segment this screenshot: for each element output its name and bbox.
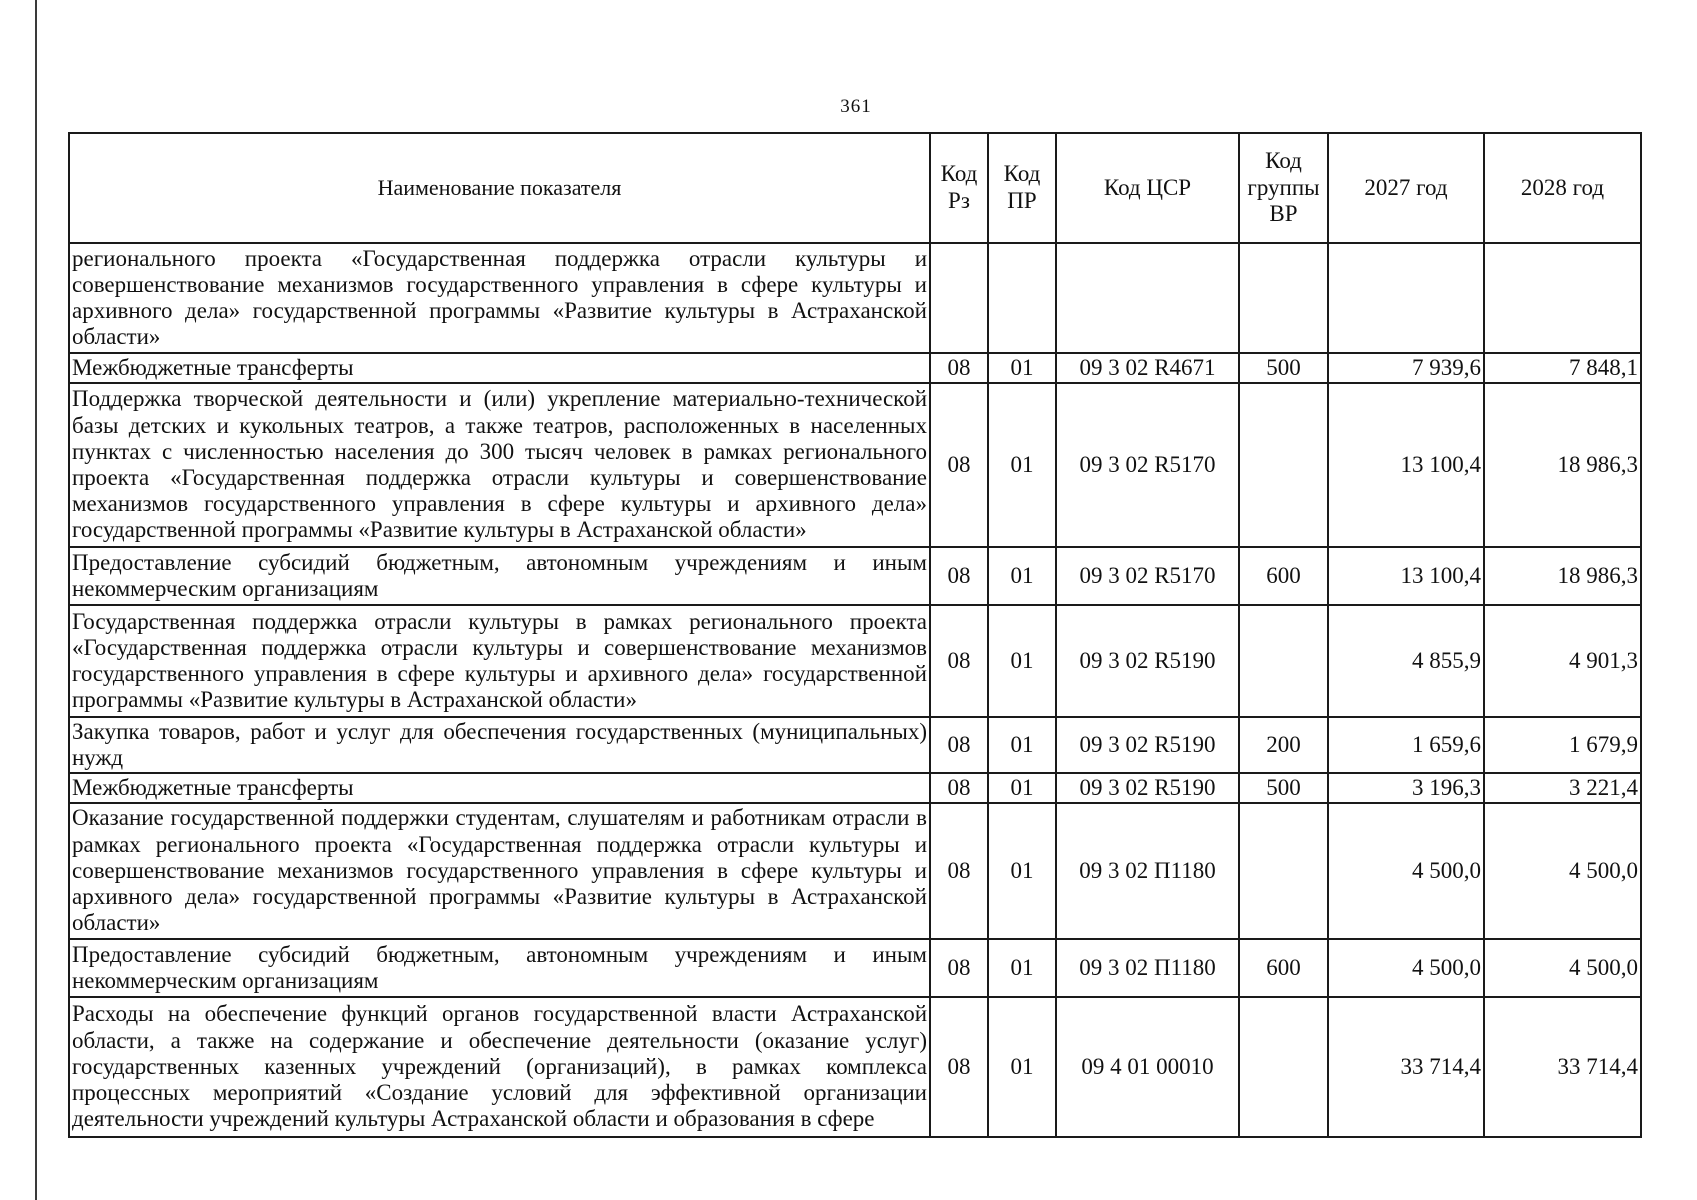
row-rz: 08 [930,605,988,717]
row-pr: 01 [988,383,1056,547]
table-row [69,939,1641,997]
header-name: Наименование показателя [69,133,930,243]
row-value-2027: 13 100,4 [1328,383,1484,547]
row-value-2028: 18 986,3 [1484,547,1641,605]
row-rz: 08 [930,803,988,939]
row-csr: 09 3 02 R5170 [1056,547,1239,605]
table-row [69,547,1641,605]
row-vr: 500 [1239,353,1328,383]
row-value-2027: 33 714,4 [1328,997,1484,1137]
row-value-2028: 4 901,3 [1484,605,1641,717]
row-vr: 600 [1239,939,1328,997]
row-name: Государственная поддержка отрасли культуры в рамках регионального проекта «Государственная поддержка отрасли культуры и совершенствование механизмов государственного управления в сфере культуры и архивного дела» государственной программы «Развитие культуры в Астраханской области» [69,605,930,717]
row-csr: 09 3 02 R4671 [1056,353,1239,383]
row-pr: 01 [988,803,1056,939]
row-csr: 09 3 02 R5190 [1056,773,1239,803]
row-pr: 01 [988,605,1056,717]
table-row [69,353,1641,383]
row-value-2027: 1 659,6 [1328,717,1484,773]
row-name: Предоставление субсидий бюджетным, автономным учреждениям и иным некоммерческим организациям [69,939,930,997]
row-value-2028: 1 679,9 [1484,717,1641,773]
header-year-2027: 2027 год [1328,133,1484,243]
row-name: Закупка товаров, работ и услуг для обеспечения государственных (муниципальных) нужд [69,717,930,773]
row-pr: 01 [988,547,1056,605]
row-rz: 08 [930,939,988,997]
row-name: Межбюджетные трансферты [69,353,930,383]
row-name: Расходы на обеспечение функций органов государственной власти Астраханской области, а также на содержание и обеспечение деятельности (оказание услуг) государственных казенных учреждений (организаций), в рамках комплекса процессных мероприятий «Создание условий для эффективной организации деятельности учреждений культуры Астраханской области и образования в сфере [69,997,930,1137]
row-value-2028: 18 986,3 [1484,383,1641,547]
row-value-2027 [1328,243,1484,353]
row-rz: 08 [930,547,988,605]
row-value-2028: 4 500,0 [1484,939,1641,997]
budget-table [68,132,1642,1138]
row-vr [1239,997,1328,1137]
row-name: регионального проекта «Государственная поддержка отрасли культуры и совершенствование механизмов государственного управления в сфере культуры и архивного дела» государственной программы «Развитие культуры в Астраханской области» [69,243,930,353]
row-value-2028: 7 848,1 [1484,353,1641,383]
binding-margin-line [35,0,37,1200]
row-vr: 600 [1239,547,1328,605]
row-vr: 200 [1239,717,1328,773]
row-csr [1056,243,1239,353]
row-pr: 01 [988,717,1056,773]
row-csr: 09 3 02 R5170 [1056,383,1239,547]
row-value-2027: 13 100,4 [1328,547,1484,605]
table-row [69,997,1641,1137]
row-csr: 09 3 02 R5190 [1056,717,1239,773]
row-csr: 09 3 02 П1180 [1056,939,1239,997]
row-vr [1239,243,1328,353]
row-pr [988,243,1056,353]
row-pr: 01 [988,773,1056,803]
row-rz: 08 [930,383,988,547]
header-csr: Код ЦСР [1056,133,1239,243]
row-value-2028 [1484,243,1641,353]
header-pr: Код ПР [988,133,1056,243]
row-pr: 01 [988,939,1056,997]
page-number: 361 [840,96,872,117]
row-value-2027: 4 855,9 [1328,605,1484,717]
row-value-2028: 3 221,4 [1484,773,1641,803]
row-rz: 08 [930,353,988,383]
table-row [69,773,1641,803]
table-row [69,803,1641,939]
row-value-2027: 4 500,0 [1328,803,1484,939]
row-rz: 08 [930,997,988,1137]
row-name: Оказание государственной поддержки студентам, слушателям и работникам отрасли в рамках регионального проекта «Государственная поддержка отрасли культуры и совершенствование механизмов государственного управления в сфере культуры и архивного дела» государственной программы «Развитие культуры в Астраханской области» [69,803,930,939]
row-name: Межбюджетные трансферты [69,773,930,803]
row-value-2028: 4 500,0 [1484,803,1641,939]
row-pr: 01 [988,353,1056,383]
row-name: Предоставление субсидий бюджетным, автономным учреждениям и иным некоммерческим организациям [69,547,930,605]
row-vr [1239,383,1328,547]
row-value-2027: 3 196,3 [1328,773,1484,803]
header-rz: Код Рз [930,133,988,243]
table-row [69,243,1641,353]
table-header-row [69,133,1641,243]
table-row [69,605,1641,717]
header-vr: Код группы ВР [1239,133,1328,243]
row-name: Поддержка творческой деятельности и (или) укрепление материально-технической базы детских и кукольных театров, а также театров, расположенных в населенных пунктах с численностью населения до 300 тысяч человек в рамках регионального проекта «Государственная поддержка отрасли культуры и совершенствование механизмов государственного управления в сфере культуры и архивного дела» государственной программы «Развитие культуры в Астраханской области» [69,383,930,547]
row-rz [930,243,988,353]
row-value-2027: 7 939,6 [1328,353,1484,383]
row-rz: 08 [930,773,988,803]
row-csr: 09 3 02 R5190 [1056,605,1239,717]
row-pr: 01 [988,997,1056,1137]
row-vr: 500 [1239,773,1328,803]
header-year-2028: 2028 год [1484,133,1641,243]
row-rz: 08 [930,717,988,773]
row-value-2028: 33 714,4 [1484,997,1641,1137]
table-row [69,717,1641,773]
row-csr: 09 4 01 00010 [1056,997,1239,1137]
table-row [69,383,1641,547]
row-vr [1239,605,1328,717]
row-value-2027: 4 500,0 [1328,939,1484,997]
row-csr: 09 3 02 П1180 [1056,803,1239,939]
row-vr [1239,803,1328,939]
